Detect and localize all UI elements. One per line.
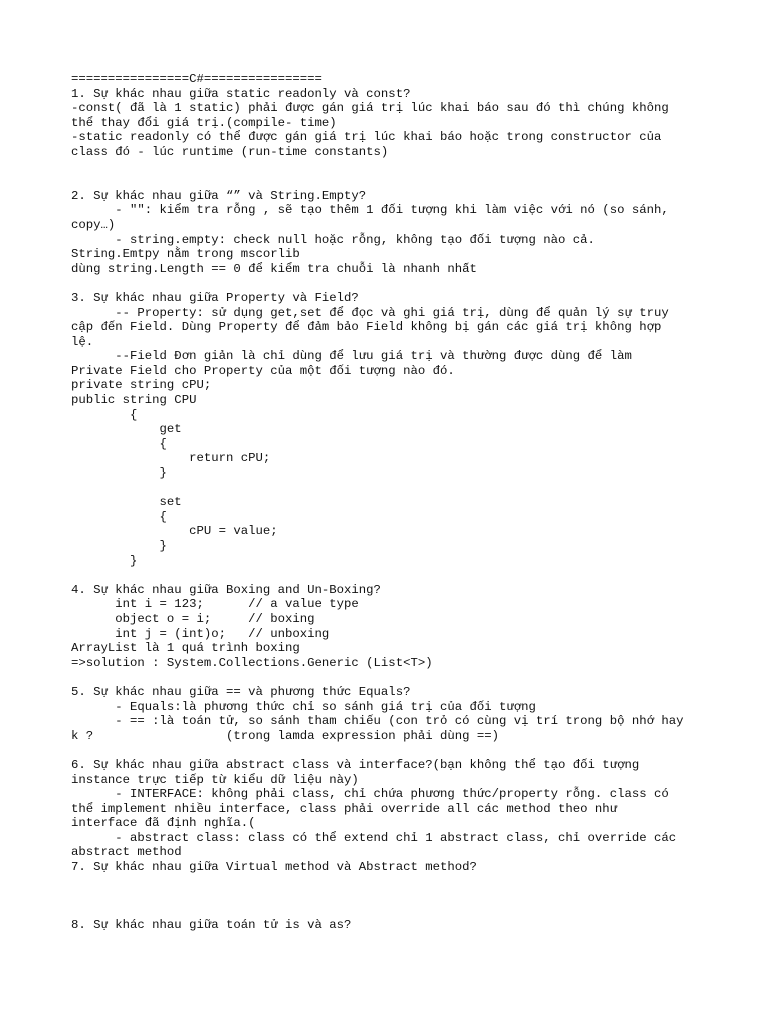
document-line: --Field Đơn giản là chỉ dùng để lưu giá trị và thường được dùng để làm: [71, 349, 632, 364]
document-line: }: [71, 553, 138, 568]
document-line: k ? (trong lamda expression phải dùng ==): [71, 728, 500, 743]
document-line: - abstract class: class có thể extend chỉ 1 abstract class, chỉ override các: [71, 830, 677, 845]
document-line: private string cPU;: [71, 378, 212, 393]
document-line: }: [71, 539, 167, 553]
document-line: 2. Sự khác nhau giữa “” và String.Empty?: [71, 188, 367, 203]
document-line: -const( đã là 1 static) phải được gán giá trị lúc khai báo sau đó thì chúng không: [71, 101, 669, 116]
document-line: return cPU;: [71, 451, 271, 466]
document-line: [71, 889, 711, 904]
document-line: - INTERFACE: không phải class, chỉ chứa phương thức/property rỗng. class có: [71, 787, 669, 802]
document-line: cập đến Field. Dùng Property để đảm bảo Field không bị gán các giá trị không hợp: [71, 320, 662, 335]
document-line: thể thay đổi giá trị.(compile- time): [71, 115, 337, 130]
document-line: [71, 568, 711, 583]
document-line: - == :là toán tử, so sánh tham chiếu (con trỏ có cùng vị trí trong bộ nhớ hay: [71, 714, 684, 729]
document-line: - "": kiểm tra rỗng , sẽ tạo thêm 1 đối tượng khi làm việc với nó (so sánh,: [71, 203, 669, 218]
document-line: [71, 743, 711, 758]
document-line: 8. Sự khác nhau giữa toán tử is và as?: [71, 918, 352, 933]
document-line: Private Field cho Property của một đối tượng nào đó.: [71, 363, 455, 378]
document-line: lệ.: [71, 334, 94, 349]
document-line: object o = i; // boxing: [71, 611, 315, 626]
document-line: String.Emtpy nằm trong mscorlib: [71, 247, 300, 262]
document-line: - Equals:là phương thức chỉ so sánh giá trị của đối tượng: [71, 699, 536, 714]
document-line: 3. Sự khác nhau giữa Property và Field?: [71, 290, 359, 305]
document-line: [71, 904, 711, 919]
document-line: ArrayList là 1 quá trình boxing: [71, 641, 300, 656]
document-line: [71, 670, 711, 685]
document-line: set: [71, 495, 182, 510]
document-line: int i = 123; // a value type: [71, 597, 359, 612]
document-line: [71, 481, 711, 496]
document-line: {: [71, 407, 138, 422]
document-line: dùng string.Length == 0 để kiểm tra chuỗi là nhanh nhất: [71, 261, 477, 276]
document-line: cPU = value;: [71, 524, 278, 539]
document-line: 6. Sự khác nhau giữa abstract class và interface?(bạn không thể tạo đối tượng: [71, 757, 640, 772]
document-line: class đó - lúc runtime (run-time constants): [71, 144, 389, 159]
document-line: get: [71, 422, 182, 437]
document-line: -- Property: sử dụng get,set để đọc và ghi giá trị, dùng để quản lý sự truy: [71, 305, 669, 320]
document-line: public string CPU: [71, 393, 197, 408]
document-line: int j = (int)o; // unboxing: [71, 626, 330, 641]
document-line: 5. Sự khác nhau giữa == và phương thức Equals?: [71, 684, 411, 699]
document-line: [71, 276, 711, 291]
document-line: 7. Sự khác nhau giữa Virtual method và Abstract method?: [71, 860, 477, 875]
document-line: -static readonly có thể được gán giá trị lúc khai báo hoặc trong constructor của: [71, 130, 662, 145]
document-line: [71, 875, 711, 890]
document-line: {: [71, 509, 167, 524]
document-line: ================C#================: [71, 72, 322, 86]
document-line: 4. Sự khác nhau giữa Boxing and Un-Boxing?: [71, 582, 381, 597]
document-line: thể implement nhiều interface, class phải override all các method theo như: [71, 801, 618, 816]
document-line: copy…): [71, 217, 116, 232]
document-line: {: [71, 436, 167, 451]
document-line: interface đã định nghĩa.(: [71, 816, 256, 831]
document-line: instance trực tiếp từ kiểu dữ liệu này): [71, 772, 359, 787]
document-page: [71, 72, 711, 933]
document-line: [71, 174, 711, 189]
document-line: }: [71, 466, 167, 481]
document-line: - string.empty: check null hoặc rỗng, không tạo đối tượng nào cả.: [71, 232, 595, 247]
document-line: 1. Sự khác nhau giữa static readonly và const?: [71, 86, 411, 101]
document-line: [71, 160, 711, 175]
document-line: =>solution : System.Collections.Generic (List<T>): [71, 655, 433, 670]
document-line: abstract method: [71, 845, 182, 860]
